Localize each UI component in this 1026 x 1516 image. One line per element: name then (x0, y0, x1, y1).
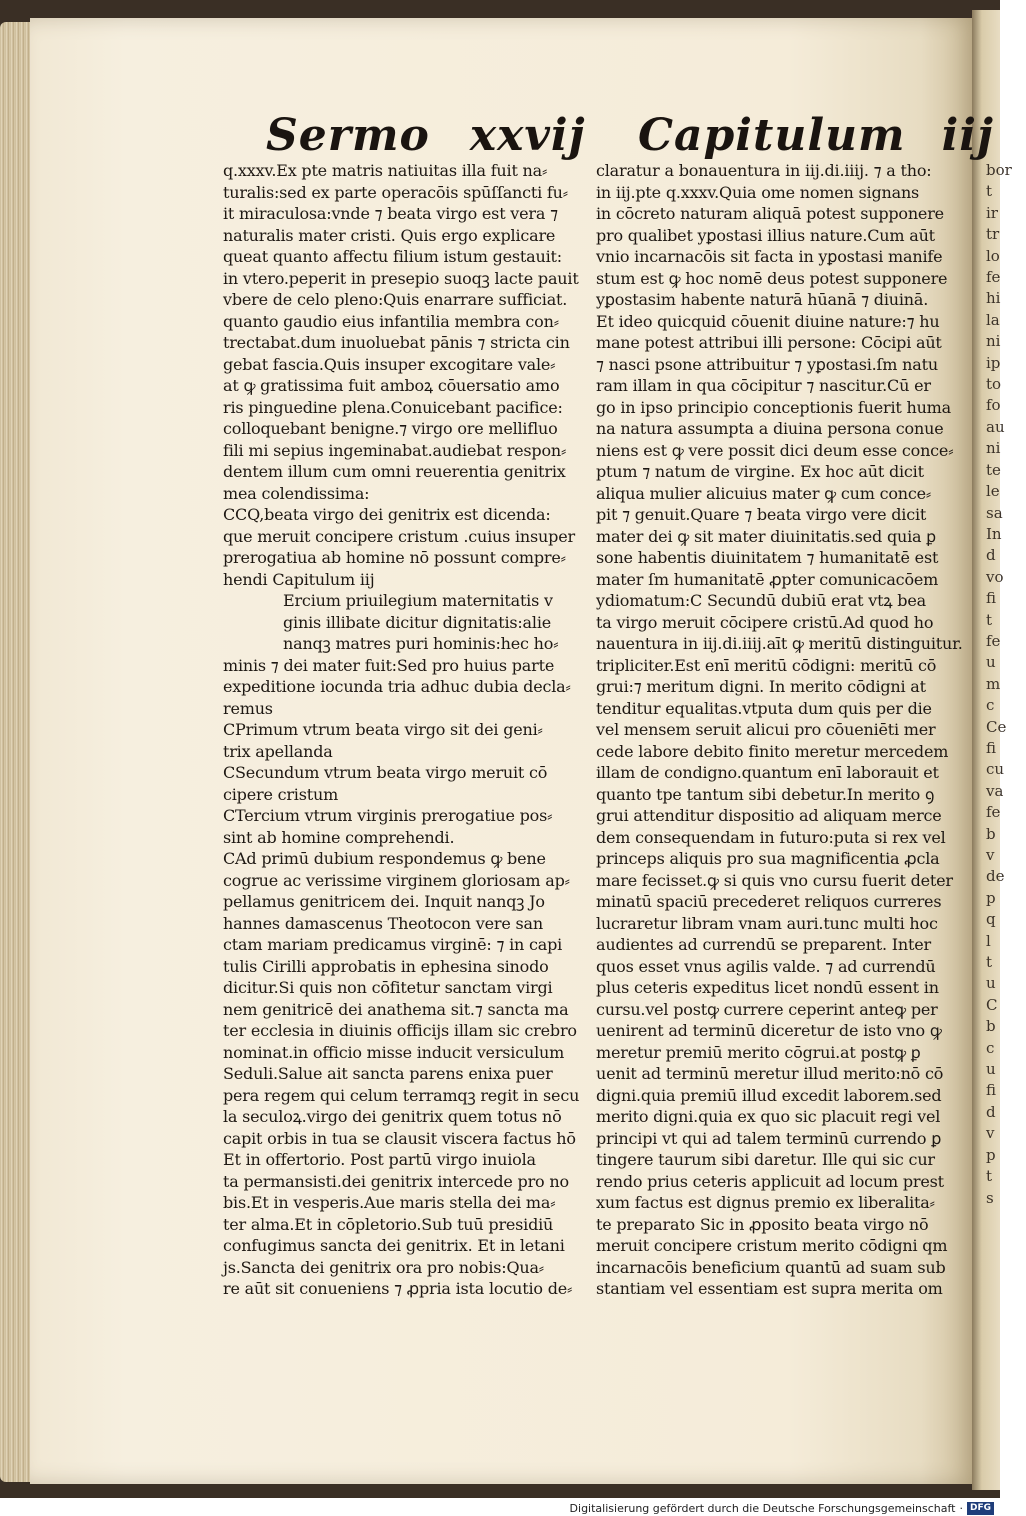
text-line: sone habentis diuinitatem ⁊ humanitatē est (596, 548, 939, 567)
text-line: tenditur equalitas.vtputa dum quis per die (596, 698, 932, 718)
text-line: dentem illum cum omni reuerentia genitrix (223, 462, 566, 481)
text-line: it miraculosa:vnde ⁊ beata virgo est vera ⁊ (223, 204, 558, 223)
text-line: grui:⁊ meritum digni. In merito cōdigni at (596, 677, 926, 696)
text-line: quanto tpe tantum sibi debetur.In merito ꝯ (596, 784, 935, 804)
text-line: ydiomatum:C Secundū dubiū erat vtꝝ bea (596, 591, 926, 610)
text-line: CCQ,beata virgo dei genitrix est dicenda: (223, 505, 551, 524)
text-line: cogrue ac verissime virginem gloriosam ap⸗ (223, 870, 570, 890)
text-line: in iij.pte q.xxxv.Quia ome nomen signans (596, 182, 920, 202)
text-line: grui attenditur dispositio ad aliquam merce (596, 806, 942, 825)
text-line: na natura assumpta a diuina persona conue (596, 419, 944, 438)
text-line: Seduli.Salue ait sancta parens enixa puer (223, 1064, 553, 1083)
text-line: mare fecisset.ꝙ si quis vno cursu fuerit deter (596, 870, 953, 890)
text-line: in cōcreto naturam aliquā potest supponere (596, 204, 944, 223)
footer-credit-text: Digitalisierung gefördert durch die Deutsche Forschungsgemeinschaft (569, 1501, 956, 1515)
dfg-logo: DFG (967, 1502, 994, 1515)
text-line: hannes damascenus Theotocon vere san (223, 913, 543, 933)
text-line: nominat.in officio misse inducit versiculum (223, 1042, 565, 1062)
text-line: te preparato Sic in ꝓposito beata virgo nō (596, 1214, 929, 1234)
text-line: hendi Capitulum iij (223, 569, 375, 589)
text-line: nem genitricē dei anathema sit.⁊ sancta ma (223, 999, 569, 1019)
text-line: aliqua mulier alicuius mater ꝙ cum conce⸗ (596, 483, 932, 503)
text-line: in vtero.peperit in presepio suoqꝫ lacte pauit (223, 268, 579, 288)
text-line: ⁊ nasci psone attribuitur ⁊ yꝑostasi.ſm natu (596, 354, 938, 374)
text-line: plus ceteris expeditus licet nondū essent in (596, 978, 939, 997)
facing-page-text: bor t ir tr lo fe hi la ni ip to fo au ni te le sa In d vo fi t fe u m c Ce fi cu va fe b v de p q l t u C b c u fi d v p t s (986, 161, 1012, 1207)
text-line: pit ⁊ genuit.Quare ⁊ beata virgo vere dicit (596, 505, 927, 524)
footer-credit (570, 1500, 994, 1516)
text-line: turalis:sed ex parte operacōis spūſſancti fu⸗ (223, 182, 568, 202)
text-line: quos esset vnus agilis valde. ⁊ ad currendū (596, 956, 936, 976)
text-line: ginis illibate dicitur dignitatis:alie (283, 612, 552, 632)
text-line: minatū spaciū precederet reliquos curreres (596, 892, 942, 911)
text-column-left (223, 160, 580, 1300)
text-line: mea colendissima: (223, 483, 370, 503)
text-line: naturalis mater cristi. Quis ergo explicare (223, 225, 556, 245)
text-line: capit orbis in tua se clausit viscera factus hō (223, 1128, 576, 1148)
text-line: incarnacōis beneficium quantū ad suam sub (596, 1257, 946, 1277)
running-head-right-number: iij (941, 110, 994, 161)
footer-separator: · (959, 1501, 963, 1515)
text-line: mane potest attribui illi persone: Cōcipi aūt (596, 333, 942, 352)
text-line: pera regem qui celum terramqꝫ regit in secu (223, 1085, 580, 1105)
text-line: vbere de celo pleno:Quis enarrare sufficiat. (223, 290, 568, 309)
text-line: stum est ꝙ hoc nomē deus potest supponere (596, 268, 948, 288)
text-line: gebat fascia.Quis insuper excogitare vale⸗ (223, 354, 556, 374)
text-line: tripliciter.Est enī meritū cōdigni: meritū cō (596, 655, 937, 675)
text-line: stantiam vel essentiam est supra merita om (596, 1279, 943, 1298)
text-line: cursu.vel postꝙ currere ceperint anteꝙ per (596, 999, 938, 1019)
text-column-right (596, 160, 963, 1300)
text-line: vnio incarnacōis sit facta in yꝑostasi manife (596, 247, 943, 266)
text-line: merito digni.quia ex quo sic placuit regi vel (596, 1107, 941, 1126)
running-head-right-title: Capitulum (638, 110, 906, 161)
running-head-left-title: Sermo (266, 110, 430, 161)
text-line: colloquebant benigne.⁊ virgo ore mellifluo (223, 419, 558, 438)
text-line: meruit concipere cristum merito cōdigni qm (596, 1236, 948, 1255)
text-line: ta permansisti.dei genitrix intercede pro no (223, 1171, 569, 1191)
text-line: yꝑostasim habente naturā hūanā ⁊ diuinā. (596, 290, 929, 309)
text-line: trix apellanda (223, 741, 333, 761)
text-line: vel mensem seruit alicui pro cōueniēti mer (596, 720, 936, 739)
text-line: quanto gaudio eius infantilia membra con⸗ (223, 311, 559, 331)
text-line: ta virgo meruit cōcipere cristū.Ad quod ho (596, 612, 934, 632)
text-line: la seculoꝝ.virgo dei genitrix quem totus nō (223, 1107, 562, 1126)
text-line: CPrimum vtrum beata virgo sit dei geni⸗ (223, 720, 543, 739)
text-line: dicitur.Si quis non cōfitetur sanctam virgi (223, 978, 553, 997)
text-line: q.xxxv.Ex pte matris natiuitas illa fuit na⸗ (223, 161, 548, 180)
text-line: minis ⁊ dei mater fuit:Sed pro huius parte (223, 655, 555, 675)
text-line: nauentura in iij.di.iiij.aīt ꝙ meritū distinguitur. (596, 634, 963, 653)
text-line: prerogatiua ab homine nō possunt compre⸗ (223, 548, 566, 567)
running-head-left-number: xxvij (469, 110, 586, 161)
text-line: re aūt sit conueniens ⁊ ꝓpria ista locutio de⸗ (223, 1279, 573, 1298)
text-line: mater ſm humanitatē ꝓpter comunicacōem (596, 569, 939, 589)
text-line: ris pinguedine plena.Conuicebant pacifice: (223, 397, 563, 417)
text-line: uenirent ad terminū diceretur de isto vno ꝙ (596, 1021, 942, 1040)
text-line: nanqꝫ matres puri hominis:hec ho⸗ (283, 634, 559, 653)
text-line: ram illam in qua cōcipitur ⁊ nascitur.Cū er (596, 376, 931, 395)
text-line: xum factus est dignus premio ex liberalita⸗ (596, 1193, 935, 1212)
text-line: sint ab homine comprehendi. (223, 827, 455, 847)
text-line: que meruit concipere cristum .cuius insuper (223, 526, 575, 546)
text-line: ter ecclesia in diuinis officijs illam sic crebro (223, 1021, 577, 1040)
text-line: mater dei ꝙ sit mater diuinitatis.sed quia ꝑ (596, 526, 936, 546)
text-line: dem consequendam in futuro:puta si rex vel (596, 827, 946, 847)
text-line: audientes ad currendū se preparent. Inter (596, 935, 931, 954)
text-line: trectabat.dum inuoluebat pānis ⁊ stricta cin (223, 333, 570, 352)
text-line: remus (223, 698, 273, 718)
text-line: ptum ⁊ natum de virgine. Ex hoc aūt dicit (596, 462, 924, 481)
text-line: Ercium priuilegium maternitatis v (283, 591, 553, 610)
text-line: confugimus sancta dei genitrix. Et in letani (223, 1236, 565, 1255)
page-stack-edge (0, 22, 34, 1482)
text-line: tulis Cirilli approbatis in ephesina sinodo (223, 956, 549, 976)
text-line: CTercium vtrum virginis prerogatiue pos⸗ (223, 806, 553, 825)
facing-page-edge (972, 10, 1012, 1490)
text-line: expeditione iocunda tria adhuc dubia decla⸗ (223, 677, 571, 696)
text-line: Et ideo quicquid cōuenit diuine nature:⁊ hu (596, 311, 940, 331)
text-line: illam de condigno.quantum enī laborauit et (596, 763, 939, 782)
text-line: ter alma.Et in cōpletorio.Sub tuū presidiū (223, 1214, 554, 1234)
text-line: uenit ad terminū meretur illud merito:nō cō (596, 1064, 944, 1083)
text-line: cede labore debito finito meretur mercedem (596, 741, 949, 761)
text-line: CSecundum vtrum beata virgo meruit cō (223, 763, 548, 782)
text-line: fili mi sepius ingeminabat.audiebat respon⸗ (223, 440, 567, 460)
text-line: bis.Et in vesperis.Aue maris stella dei ma⸗ (223, 1193, 556, 1212)
text-line: js.Sancta dei genitrix ora pro nobis:Qua⸗ (223, 1257, 544, 1277)
text-line: rendo prius ceteris applicuit ad locum prest (596, 1171, 944, 1191)
text-line: claratur a bonauentura in iij.di.iiij. ⁊ a tho: (596, 161, 932, 180)
text-line: ctam mariam predicamus virginē: ⁊ in capi (223, 935, 563, 954)
text-line: tingere taurum sibi daretur. Ille qui sic cur (596, 1150, 935, 1169)
text-line: at ꝙ gratissima fuit amboꝝ cōuersatio amo (223, 376, 560, 395)
text-line: pro qualibet yꝑostasi illius nature.Cum aūt (596, 225, 935, 245)
text-line: cipere cristum (223, 784, 339, 804)
text-line: pellamus genitricem dei. Inquit nanqꝫ Jo (223, 892, 545, 911)
text-line: niens est ꝙ vere possit dici deum esse conce⸗ (596, 440, 954, 460)
text-line: princeps aliquis pro sua magnificentia ꝓcla (596, 849, 940, 868)
text-line: meretur premiū merito cōgrui.at postꝙ ꝑ (596, 1042, 921, 1062)
text-line: digni.quia premiū illud excedit laborem.sed (596, 1085, 942, 1105)
text-line: queat quanto affectu filium istum gestauit: (223, 247, 562, 266)
text-line: go in ipso principio conceptionis fuerit huma (596, 397, 951, 417)
text-line: Et in offertorio. Post partū virgo inuiola (223, 1150, 536, 1169)
text-line: CAd primū dubium respondemus ꝙ bene (223, 849, 546, 868)
text-line: lucraretur libram vnam auri.tunc multi hoc (596, 913, 938, 933)
text-line: principi vt qui ad talem terminū currendo ꝑ (596, 1128, 942, 1148)
